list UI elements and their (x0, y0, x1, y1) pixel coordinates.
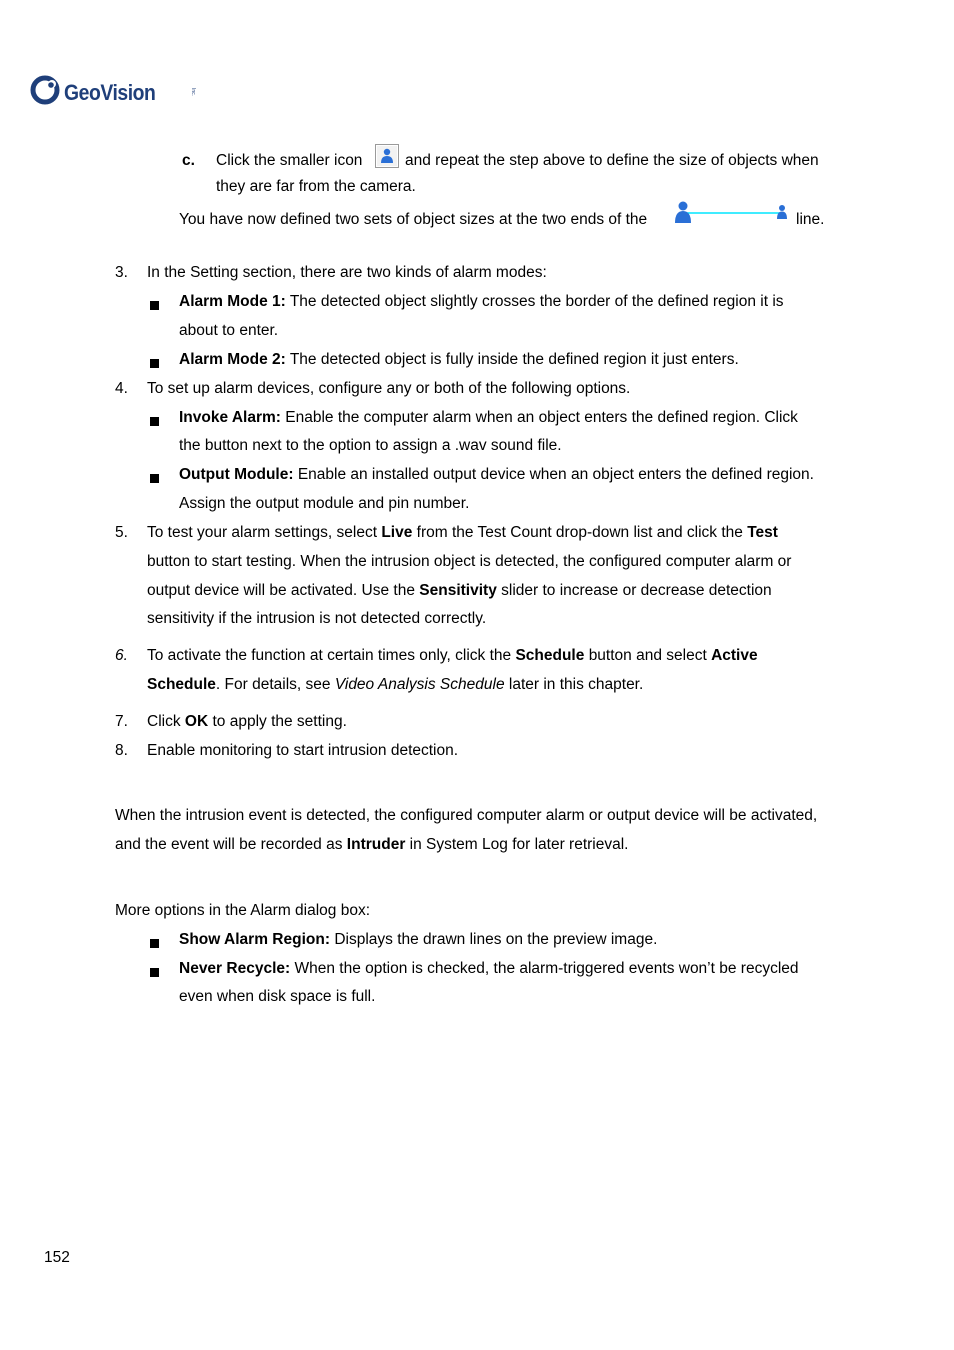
output-module: Output Module: Enable an installed output device when an object enters the defined region. (179, 466, 814, 483)
bullet-square (150, 355, 159, 373)
step7-number: 7. (115, 713, 128, 730)
output-module-line2: Assign the output module and pin number. (179, 495, 470, 512)
alarm-mode-2: Alarm Mode 2: The detected object is fully inside the defined region it just enters. (179, 351, 739, 368)
step8-number: 8. (115, 742, 128, 759)
step4-text: To set up alarm devices, configure any or both of the following options. (147, 380, 631, 397)
step-c-marker: c. (182, 152, 195, 169)
step3-number: 3. (115, 264, 128, 281)
show-alarm-region: Show Alarm Region: Displays the drawn lines on the preview image. (179, 931, 658, 948)
more-options-intro: More options in the Alarm dialog box: (115, 902, 371, 919)
bullet-square (150, 470, 159, 488)
invoke-alarm: Invoke Alarm: Enable the computer alarm when an object enters the defined region. Click (179, 409, 798, 426)
step6-number: 6. (115, 647, 128, 664)
never-recycle-line2: even when disk space is full. (179, 988, 376, 1005)
invoke-alarm-line2: the button next to the option to assign a .wav sound file. (179, 437, 562, 454)
bullet-square (150, 413, 159, 431)
step6-line2: Schedule. For details, see Video Analysis Schedule later in this chapter. (147, 676, 644, 693)
alarm-mode-1-line2: about to enter. (179, 322, 279, 339)
bullet-square (150, 297, 159, 315)
step5-line3: output device will be activated. Use the Sensitivity slider to increase or decrease detection (147, 582, 772, 599)
step-c-line1-rest: and repeat the step above to define the size of objects when (405, 152, 819, 169)
step-c-line1: Click the smaller icon (216, 152, 363, 169)
small-person-icon (375, 144, 399, 173)
step-c-line2: they are far from the camera. (216, 178, 416, 195)
alarm-mode-1: Alarm Mode 1: The detected object slightly crosses the border of the defined region it is (179, 293, 784, 310)
step3-text: In the Setting section, there are two kinds of alarm modes: (147, 264, 547, 281)
step7-text: Click OK to apply the setting. (147, 713, 347, 730)
step5-line2: button to start testing. When the intrusion object is detected, the configured computer alarm or (147, 553, 792, 570)
step6-line1: To activate the function at certain times only, click the Schedule button and select Active (147, 647, 758, 664)
geovision-swirl-icon (30, 74, 64, 108)
step5-number: 5. (115, 524, 128, 541)
step5-line4: sensitivity if the intrusion is not detected correctly. (147, 610, 487, 627)
person-line-icon (673, 199, 793, 232)
page-number: 152 (44, 1249, 70, 1266)
step4-number: 4. (115, 380, 128, 397)
defined-note-line: line. (796, 211, 825, 228)
never-recycle: Never Recycle: When the option is checked, the alarm-triggered events won’t be recycled (179, 960, 799, 977)
defined-note-text: You have now defined two sets of object sizes at the two ends of the (179, 211, 648, 228)
bullet-square (150, 935, 159, 953)
logo-text: GeoVision (64, 80, 156, 105)
intrusion-paragraph-line2: and the event will be recorded as Intruder in System Log for later retrieval. (115, 836, 629, 853)
logo-tm: Inc. (190, 88, 196, 97)
step8-text: Enable monitoring to start intrusion detection. (147, 742, 459, 759)
step5-line1: To test your alarm settings, select Live from the Test Count drop-down list and click the Test (147, 524, 778, 541)
intrusion-paragraph-line1: When the intrusion event is detected, the configured computer alarm or output device will be activated, (115, 807, 818, 824)
bullet-square (150, 964, 159, 982)
